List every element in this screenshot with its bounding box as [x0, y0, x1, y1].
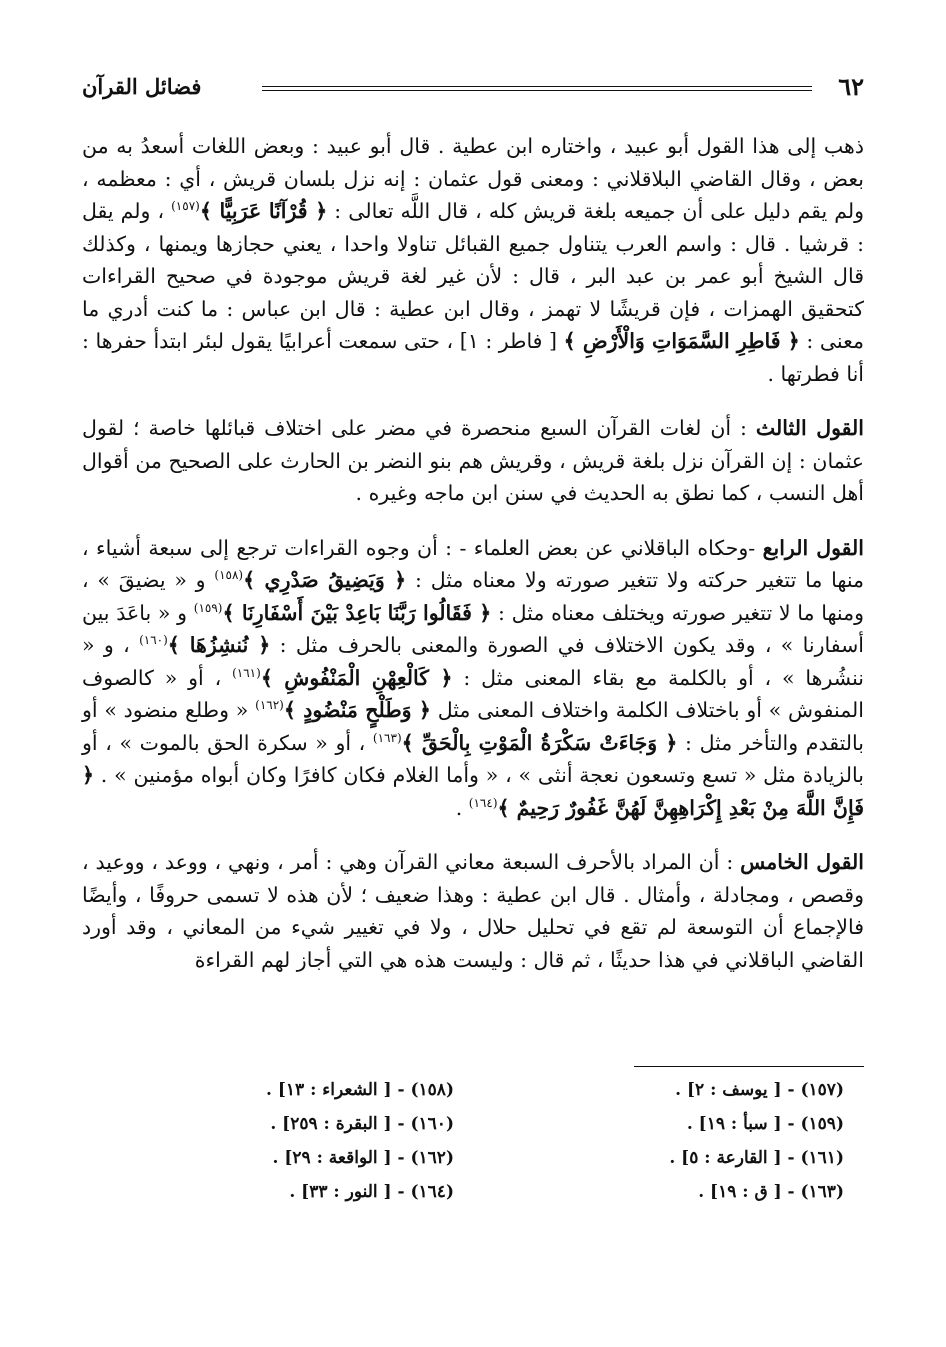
- paragraph-gap: [82, 390, 864, 412]
- text-run: .: [455, 795, 469, 820]
- body-text: [82, 130, 864, 976]
- section-heading: القول الرابع: [762, 535, 864, 560]
- footnote-marker: (١٦٣): [372, 730, 402, 745]
- footnote-158: (١٥٨) - [ الشعراء : ١٣] .: [266, 1080, 454, 1100]
- footnote-159: (١٥٩) - [ سبأ : ١٩] .: [686, 1114, 844, 1134]
- text-run: : أن المراد بالأحرف السبعة معاني القرآن وهي : أمر ، ونهي ، ووعد ، ووعيد ، وقصص ، ومجادلة ، وأمثال . قال ابن عطية : وهذا ضعيف ؛ لأن هذه لا تسمى حروفًا ، وأيضًا فالإجماع أن التوسعة لم تقع في تحليل حلال ، ولا في تغيير شيء من المعاني ، وقد أورد القاضي الباقلاني في هذا حديثًا ، ثم قال : وليست هذه هي التي أجاز لهم القراءة: [82, 850, 864, 972]
- paragraph-1: [82, 130, 864, 390]
- page-number: ٦٢: [838, 72, 864, 101]
- footnote-162: (١٦٢) - [ الواقعة : ٢٩] .: [272, 1148, 454, 1168]
- text-run: و « يضيقَ » ، ومنها ما لا تتغير صورته ويختلف معناه مثل :: [82, 568, 864, 625]
- footnote-row: [82, 1148, 864, 1182]
- paragraph-4: [82, 846, 864, 976]
- footnote-161: (١٦١) - [ القارعة : ٥] .: [669, 1148, 844, 1168]
- paragraph-gap: [82, 510, 864, 532]
- footnote-163: (١٦٣) - [ ق : ١٩] .: [698, 1182, 844, 1202]
- header-rule: [262, 86, 812, 91]
- footnote-157: (١٥٧) - [ يوسف : ٢] .: [675, 1080, 844, 1100]
- page-header: [82, 72, 864, 108]
- footnote-row: [82, 1080, 864, 1114]
- quran-verse: ﴿ نُنشِزُهَا ﴾: [167, 633, 271, 657]
- quran-verse: ﴿ وَيَضِيقُ صَدْرِي ﴾: [243, 568, 407, 592]
- footnote-marker: (١٦٢): [255, 698, 284, 713]
- footnote-marker: (١٦٠): [139, 633, 168, 648]
- running-title: فضائل القرآن: [82, 74, 202, 99]
- footnotes: [82, 1080, 864, 1216]
- text-run: ذهب إلى هذا القول أبو عبيد ، واختاره ابن عطية . قال أبو عبيد : وبعض اللغات أسعدُ به من بعض ، وقال القاضي البلاقلاني : ومعنى قول عثمان : إنه نزل بلسان قريش ، أي : معظمه ، ولم يقم دليل على أن جميعه بلغة قريش كله ، قال اللَّه تعالى :: [82, 134, 864, 223]
- quran-verse: ﴿ وَطَلْحٍ مَنْضُودٍ ﴾: [283, 698, 431, 722]
- quran-verse: ﴿ كَالْعِهْنِ الْمَنْفُوشِ ﴾: [260, 665, 453, 690]
- footnote-marker: (١٦١): [232, 665, 261, 680]
- quran-verse: ﴿ قُرْآنًا عَرَبِيًّا ﴾: [199, 199, 328, 223]
- text-run: [ فاطر : ١] ، حتى سمعت أعرابيًا يقول لبئر ابتدأ حفرها : أنا فطرتها .: [82, 329, 864, 386]
- quran-verse: ﴿ فَإِنَّ اللَّهَ مِنْ بَعْدِ إِكْرَاهِهِنَّ لَهُنَّ غَفُورٌ رَحِيمٌ ﴾: [82, 763, 864, 820]
- text-run: « وطلع منضود » أو بالتقدم والتأخر مثل :: [82, 698, 864, 755]
- footnote-row: [82, 1114, 864, 1148]
- section-heading: القول الخامس: [740, 850, 864, 874]
- footnote-160: (١٦٠) - [ البقرة : ٢٥٩] .: [270, 1114, 454, 1134]
- quran-verse: ﴿ فَقَالُوا رَبَّنَا بَاعِدْ بَيْنَ أَسْفَارِنَا ﴾: [222, 600, 492, 625]
- text-run: ، و « ننشُرها » ، أو بالكلمة مع بقاء المعنى مثل :: [82, 633, 864, 690]
- text-run: ، ولم يقل : قرشيا . قال : واسم العرب يتناول جميع القبائل تناولا واحدا ، يعني حجازها ويمنها ، وكذلك قال الشيخ أبو عمر بن عبد البر ، قال : لأن غير لغة قريش موجودة في صحيح القراءات كتحقيق الهمزات ، فإن قريشًا لا تهمز ، وقال ابن عطية : قال ابن عباس : ما كنت أدري ما معنى :: [82, 199, 864, 353]
- footnote-164: (١٦٤) - [ النور : ٣٣] .: [289, 1182, 454, 1202]
- text-run: -وحكاه الباقلاني عن بعض العلماء - : أن وجوه القراءات ترجع إلى سبعة أشياء ، منها ما تتغير حركته ولا تتغير صورته ولا معناه مثل :: [82, 535, 864, 592]
- footnote-marker: (١٥٧): [171, 199, 200, 214]
- text-run: : أن لغات القرآن السبع منحصرة في مضر على اختلاف قبائلها خاصة ؛ لقول عثمان : إن القرآن نزل بلغة قريش ، وقريش هم بنو النضر بن الحارث على الصحيح من أقوال أهل النسب ، كما نطق به الحديث في سنن ابن ماجه وغيره .: [82, 416, 864, 505]
- footnote-row: [82, 1182, 864, 1216]
- paragraph-2: [82, 412, 864, 510]
- text-run: ، أو « سكرة الحق بالموت » ، أو بالزيادة مثل « تسع وتسعون نعجة أنثى » ، « وأما الغلام فكان كافرًا وكان أبواه مؤمنين » .: [82, 730, 864, 787]
- quran-verse: ﴿ فَاطِرِ السَّمَوَاتِ وَالْأَرْضِ ﴾: [563, 329, 800, 353]
- footnote-separator: [634, 1066, 864, 1067]
- footnote-marker: (١٥٨): [214, 568, 244, 583]
- footnote-marker: (١٦٤): [468, 795, 498, 810]
- paragraph-gap: [82, 824, 864, 846]
- section-heading: القول الثالث: [755, 416, 864, 440]
- footnote-marker: (١٥٩): [193, 600, 223, 615]
- paragraph-3: [82, 532, 864, 825]
- text-run: و « باعَدَ بين أسفارنا » ، وقد يكون الاختلاف في الصورة والمعنى بالحرف مثل :: [82, 600, 864, 657]
- text-run: ، أو « كالصوف المنفوش » أو باختلاف الكلمة واختلاف المعنى مثل: [82, 665, 864, 722]
- quran-verse: ﴿ وَجَاءَتْ سَكْرَةُ الْمَوْتِ بِالْحَقِّ ﴾: [401, 730, 678, 755]
